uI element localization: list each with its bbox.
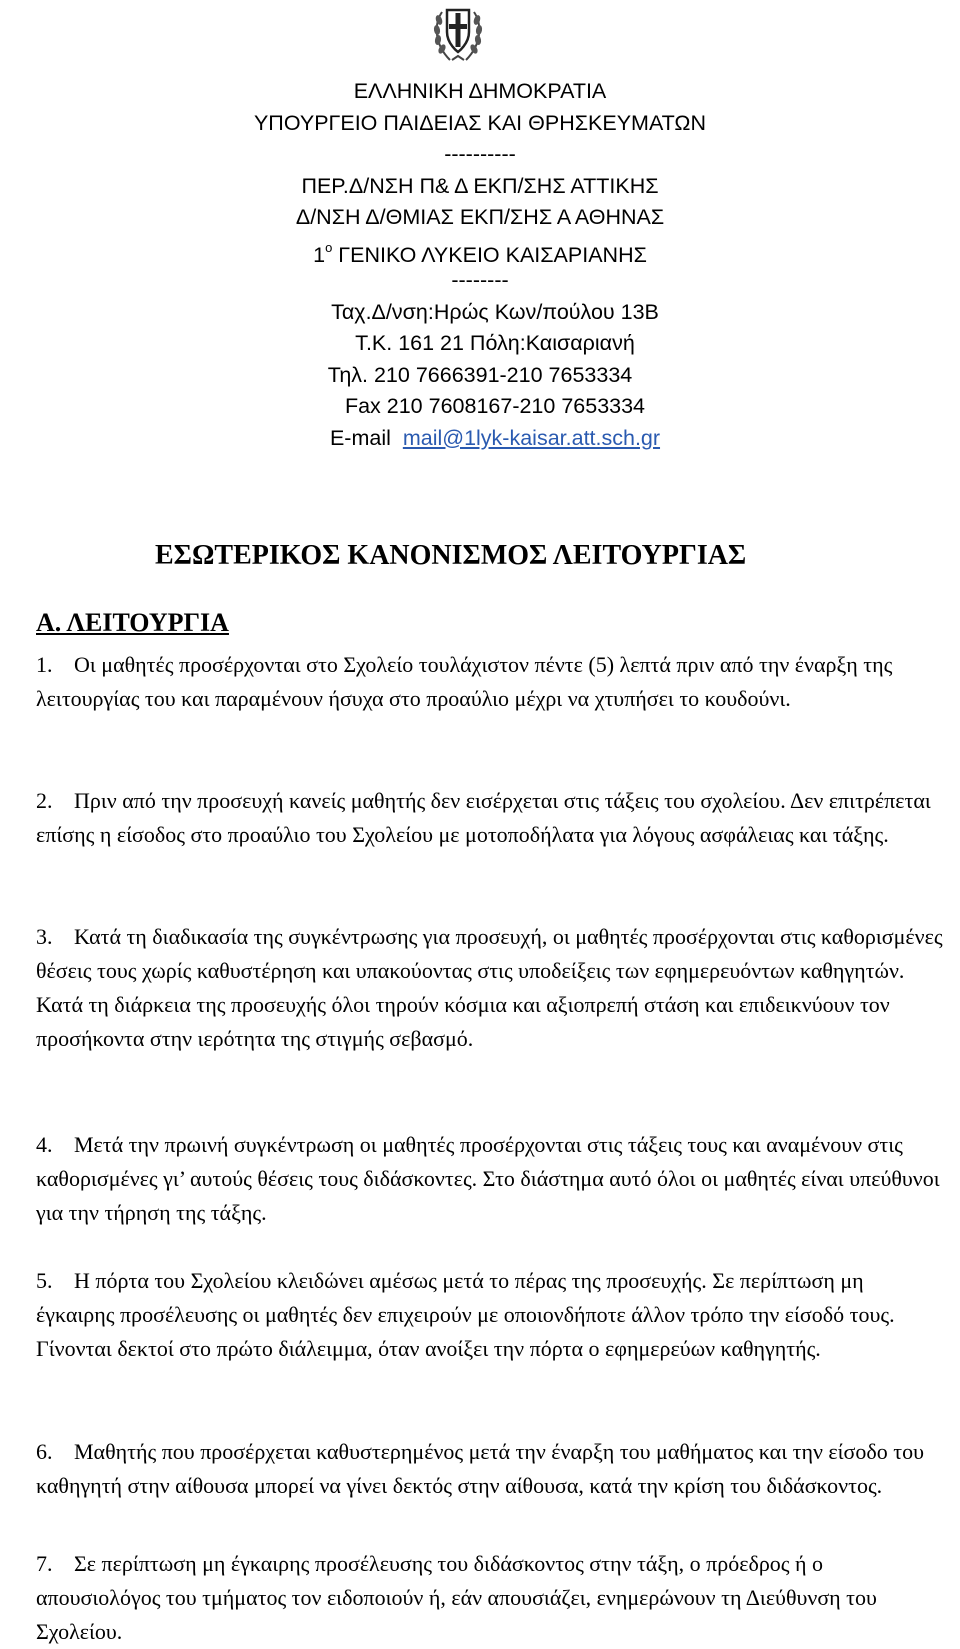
rule-item bbox=[36, 1435, 944, 1503]
rule-item bbox=[36, 920, 944, 1056]
rule-item bbox=[36, 1547, 944, 1649]
rule-text: Μετά την πρωινή συγκέντρωση οι μαθητές προσέρχονται στις τάξεις τους και αναμένουν στις καθορισμένες γι’ αυτούς θέσεις τους διδάσκοντες. Στο διάστημα αυτό όλοι οι μαθητές είναι υπεύθυνοι για την τήρηση της τάξης. bbox=[36, 1132, 940, 1225]
ministry-line: ΥΠΟΥΡΓΕΙΟ ΠΑΙΔΕΙΑΣ ΚΑΙ ΘΡΗΣΚΕΥΜΑΤΩΝ bbox=[253, 110, 707, 135]
greek-emblem-icon bbox=[430, 2, 486, 66]
rule-text: Οι μαθητές προσέρχονται στο Σχολείο τουλάχιστον πέντε (5) λεπτά πριν από την έναρξη της λειτουργίας του και παραμένουν ήσυχα στο προαύλιο μέχρι να χτυπήσει το κουδούνι. bbox=[36, 652, 893, 711]
rule-number: 4. bbox=[36, 1132, 53, 1157]
rule-number: 3. bbox=[36, 924, 53, 949]
directorate-line: Δ/ΝΣΗ Δ/ΘΜΙΑΣ ΕΚΠ/ΣΗΣ Α ΑΘΗΝΑΣ bbox=[295, 205, 665, 229]
republic-line: ΕΛΛΗΝΙΚΗ ΔΗΜΟΚΡΑΤΙΑ bbox=[353, 79, 607, 103]
rule-number: 2. bbox=[36, 788, 53, 813]
rule-item bbox=[36, 1264, 944, 1366]
email-link[interactable]: mail@1lyk-kaisar.att.sch.gr bbox=[402, 425, 661, 450]
school-number: 1 bbox=[313, 242, 326, 267]
rule-number: 1. bbox=[36, 652, 53, 677]
separator-line: -------- bbox=[451, 268, 509, 292]
email-line bbox=[220, 423, 740, 455]
regional-directorate-line: ΠΕΡ.Δ/ΝΣΗ Π& Δ ΕΚΠ/ΣΗΣ ΑΤΤΙΚΗΣ bbox=[301, 173, 659, 198]
letterhead bbox=[220, 76, 740, 454]
separator-line: ---------- bbox=[444, 142, 516, 166]
school-line bbox=[220, 234, 740, 266]
address-line: Ταχ.Δ/νση:Ηρώς Κων/πούλου 13Β bbox=[331, 299, 659, 324]
phone-line: Τηλ. 210 7666391-210 7653334 bbox=[327, 362, 633, 387]
rule-text: Μαθητής που προσέρχεται καθυστερημένος μετά την έναρξη του μαθήματος και την είσοδο του καθηγητή στην αίθουσα μπορεί να γίνει δεκτός στην αίθουσα, κατά την κρίση του διδάσκοντος. bbox=[36, 1439, 925, 1498]
document-title: ΕΣΩΤΕΡΙΚΟΣ ΚΑΝΟΝΙΣΜΟΣ ΛΕΙΤΟΥΡΓΙΑΣ bbox=[155, 540, 747, 571]
rule-number: 5. bbox=[36, 1268, 53, 1293]
rule-number: 7. bbox=[36, 1551, 53, 1576]
rule-item bbox=[36, 1128, 944, 1230]
rule-text: Σε περίπτωση μη έγκαιρης προσέλευσης του διδάσκοντος στην τάξη, ο πρόεδρος ή ο απουσιολόγος του τμήματος τον ειδοποιούν ή, εάν απουσιάζει, ενημερώνουν τη Διεύθυνση του Σχολείου. bbox=[36, 1551, 877, 1644]
rule-text: Κατά τη διαδικασία της συγκέντρωσης για προσευχή, οι μαθητές προσέρχονται στις καθορισμένες θέσεις τους χωρίς καθυστέρηση και υπακούοντας στις υποδείξεις των εφημερευόντων καθηγητών. Κατά τη διάρκεια της προσευχής όλοι τηρούν κόσμια και αξιοπρεπή στάση και επιδεικνύουν τον προσήκοντα στην ιερότητα της στιγμής σεβασμό. bbox=[36, 924, 943, 1051]
rule-text: Πριν από την προσευχή κανείς μαθητής δεν εισέρχεται στις τάξεις του σχολείου. Δεν επιτρέπεται επίσης η είσοδος στο προαύλιο του Σχολείου με μοτοποδήλατα για λόγους ασφάλειας και τάξης. bbox=[36, 788, 931, 847]
rule-text: Η πόρτα του Σχολείου κλειδώνει αμέσως μετά το πέρας της προσευχής. Σε περίπτωση μη έγκαιρης προσέλευσης οι μαθητές δεν επιχειρούν με οποιονδήποτε άλλον τρόπο την είσοδό τους. Γίνονται δεκτοί στο πρώτο διάλειμμα, όταν ανοίξει την πόρτα ο εφημερεύων καθηγητής. bbox=[36, 1268, 895, 1361]
fax-line: Fax 210 7608167-210 7653334 bbox=[344, 394, 646, 418]
rule-item bbox=[36, 648, 944, 716]
section-heading: Α. ΛΕΙΤΟΥΡΓΙΑ bbox=[36, 608, 229, 637]
rule-number: 6. bbox=[36, 1439, 53, 1464]
postal-line: Τ.Κ. 161 21 Πόλη:Καισαριανή bbox=[355, 331, 635, 355]
email-label: E-mail bbox=[329, 425, 391, 450]
school-name: ΓΕΝΙΚΟ ΛΥΚΕΙΟ ΚΑΙΣΑΡΙΑΝΗΣ bbox=[338, 242, 647, 267]
rule-item bbox=[36, 784, 944, 852]
school-superscript: ο bbox=[325, 239, 333, 255]
